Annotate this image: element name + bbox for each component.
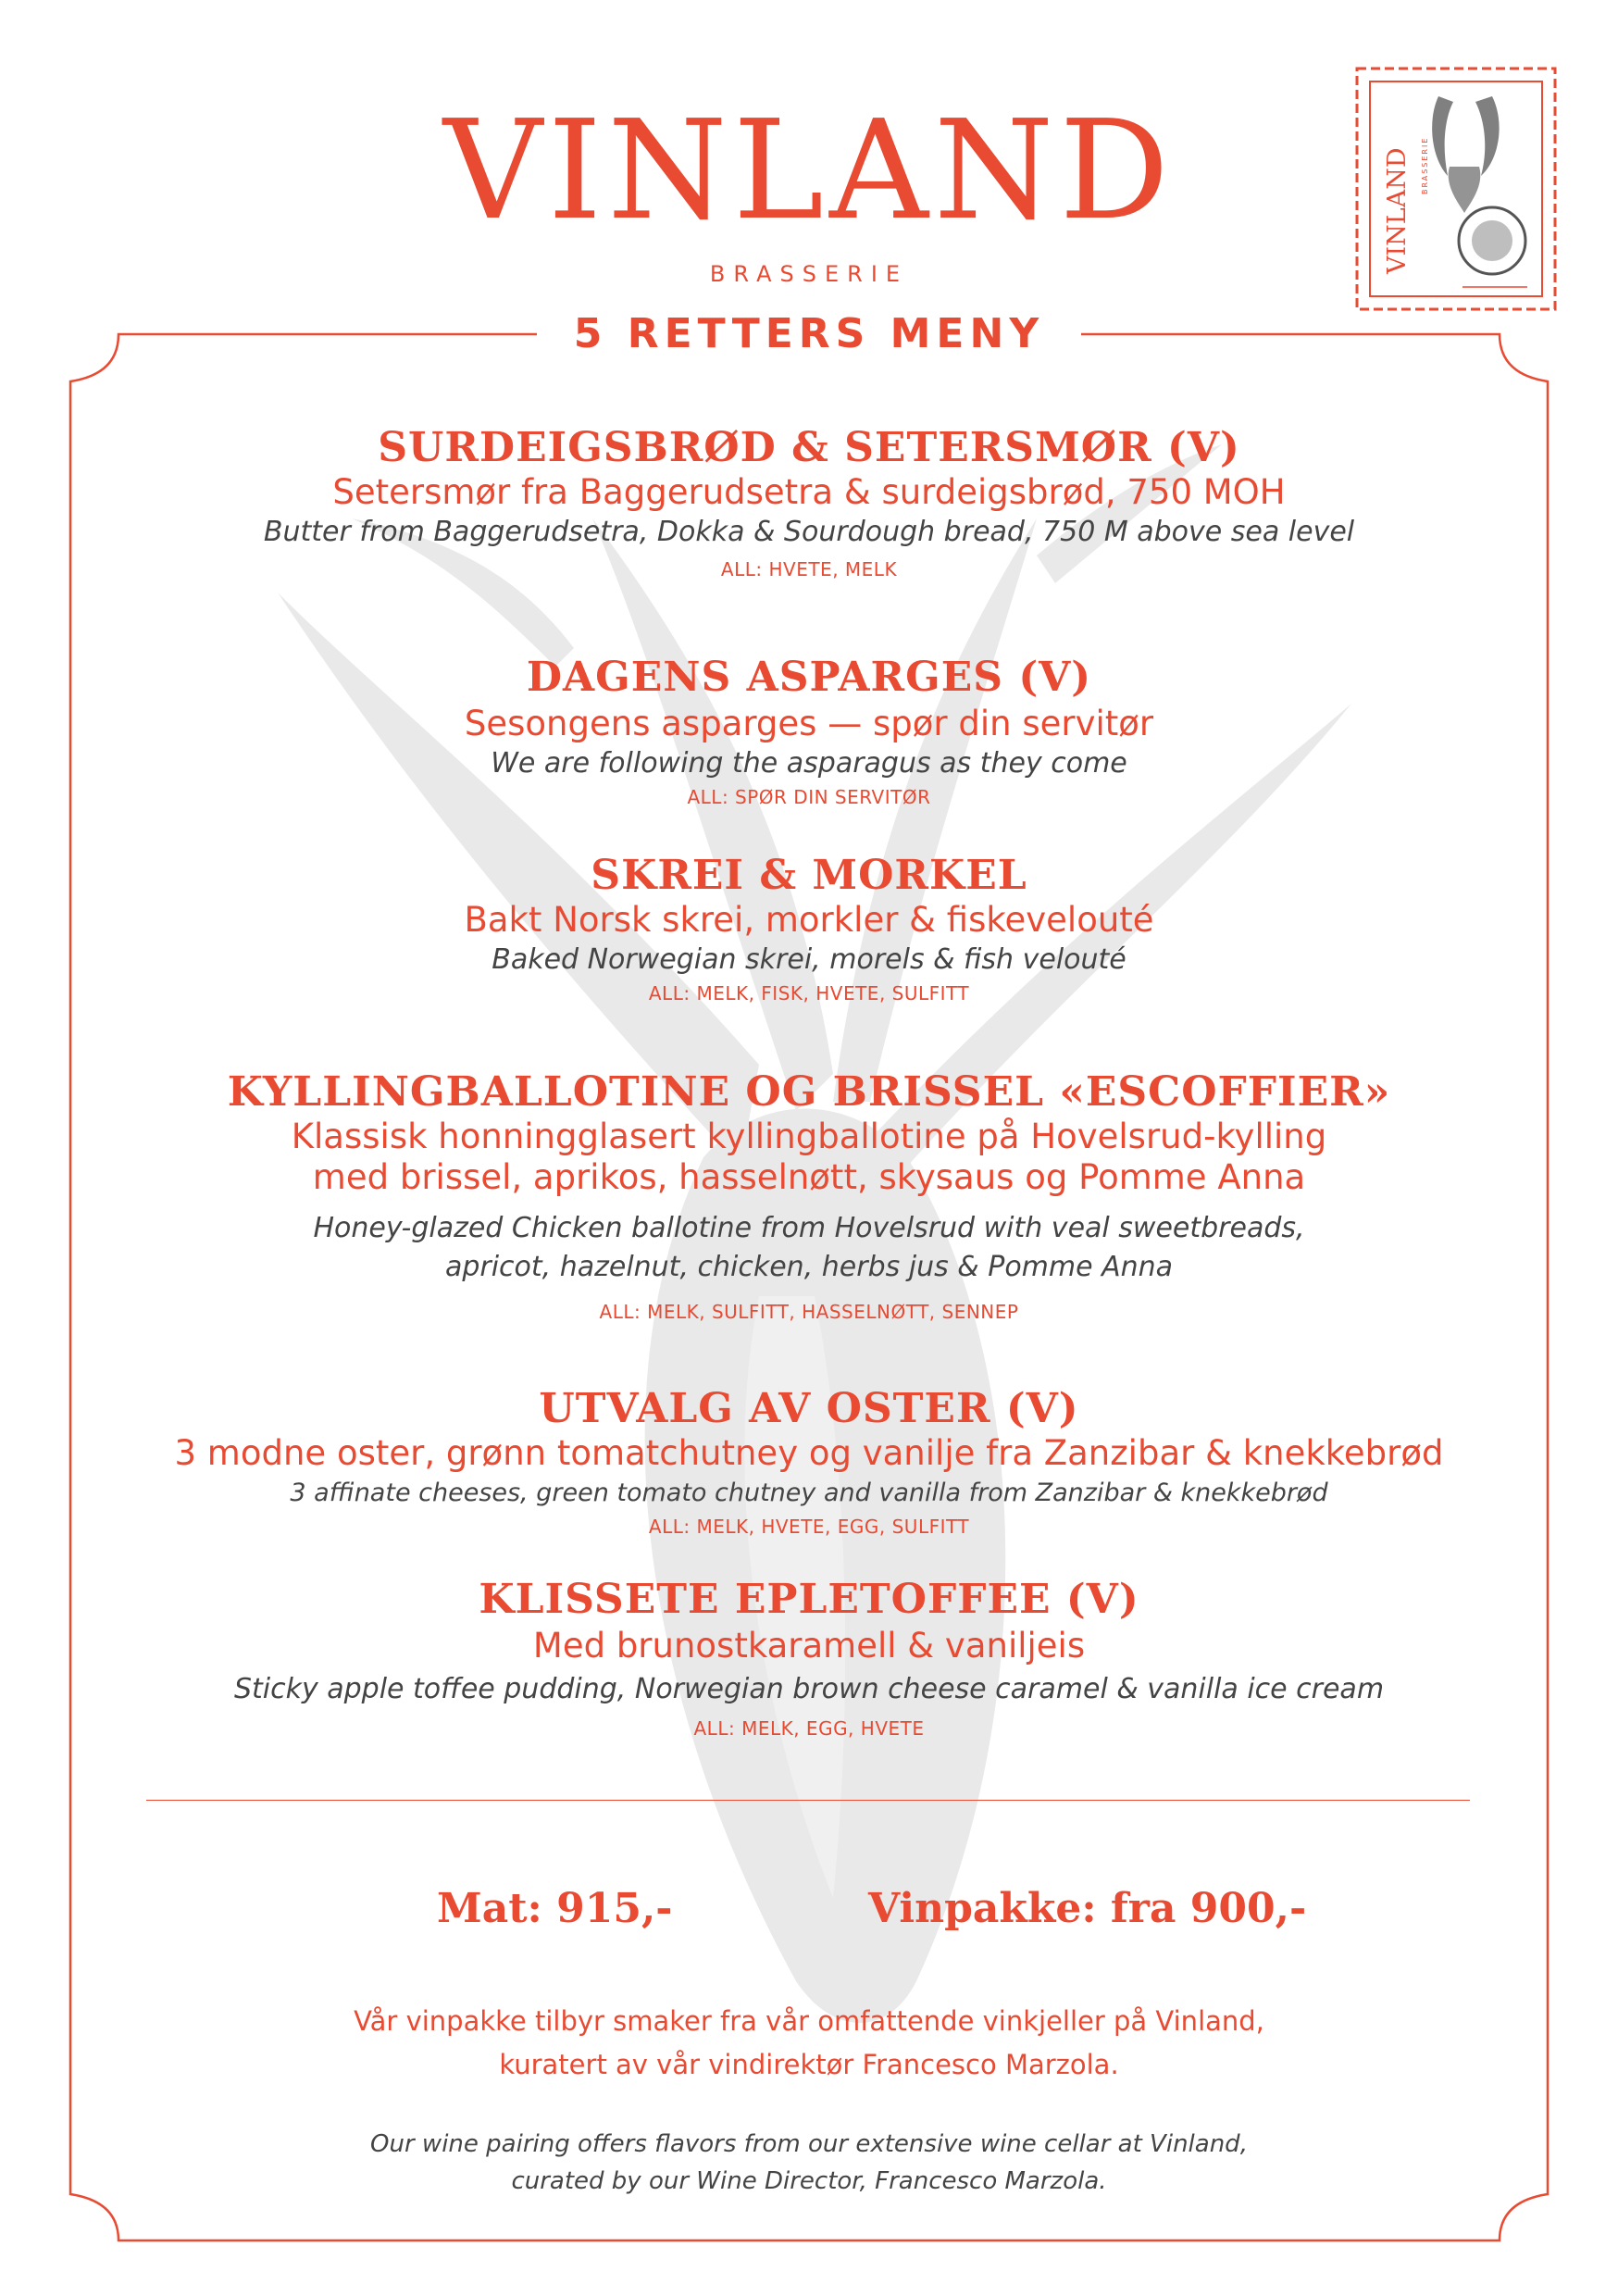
course-description-no: Klassisk honningglasert kyllingballotine på Hovelsrud-kylling med brissel, aprikos, hasselnøtt, skysaus og Pomme Anna bbox=[291, 1117, 1327, 1197]
course-allergens: ALL: MELK, EGG, HVETE bbox=[693, 1717, 925, 1740]
course-allergens: ALL: MELK, SULFITT, HASSELNØTT, SENNEP bbox=[599, 1301, 1019, 1323]
course-item bbox=[111, 424, 1507, 583]
course-description-en: Honey-glazed Chicken ballotine from Hovelsrud with veal sweetbreads, apricot, hazelnut, chicken, herbs jus & Pomme Anna bbox=[313, 1212, 1305, 1283]
course-name: SKREI & MORKEL bbox=[591, 852, 1027, 899]
wine-description-no: Vår vinpakke tilbyr smaker fra vår omfattende vinkjeller på Vinland, kuratert av vår vindirektør Francesco Marzola. bbox=[354, 2005, 1264, 2080]
course-description-en: Baked Norwegian skrei, morels & fish velouté bbox=[492, 943, 1126, 976]
course-description-no: Bakt Norsk skrei, morkler & fiskevelouté bbox=[464, 900, 1154, 940]
course-name: KLISSETE EPLETOFFEE (V) bbox=[479, 1576, 1139, 1623]
restaurant-logo: VINLAND bbox=[442, 91, 1176, 250]
course-description-no: 3 modne oster, grønn tomatchutney og vanilje fra Zanzibar & knekkebrød bbox=[174, 1433, 1444, 1473]
course-name: DAGENS ASPARGES (V) bbox=[526, 654, 1092, 701]
food-price: Mat: 915,- bbox=[437, 1885, 673, 1932]
course-description-en: Sticky apple toffee pudding, Norwegian brown cheese caramel & vanilla ice cream bbox=[233, 1673, 1385, 1705]
wine-description-en: Our wine pairing offers flavors from our extensive wine cellar at Vinland, curated by our Wine Director, Francesco Marzola. bbox=[370, 2130, 1248, 2195]
course-description-en: Butter from Baggerudsetra, Dokka & Sourdough bread, 750 M above sea level bbox=[263, 516, 1355, 548]
course-item bbox=[111, 1385, 1507, 1541]
course-allergens: ALL: HVETE, MELK bbox=[720, 558, 898, 580]
stamp-icon bbox=[1353, 65, 1559, 313]
course-item bbox=[111, 1068, 1507, 1326]
course-item bbox=[111, 852, 1507, 1007]
course-name: SURDEIGSBRØD & SETERSMØR (V) bbox=[378, 424, 1240, 471]
course-allergens: ALL: SPØR DIN SERVITØR bbox=[687, 786, 931, 808]
restaurant-subtitle: BRASSERIE bbox=[709, 261, 909, 287]
course-description-en: We are following the asparagus as they come bbox=[491, 747, 1127, 780]
course-description-no: Sesongens asparges — spør din servitør bbox=[464, 704, 1154, 743]
menu-title bbox=[0, 309, 1618, 359]
stamp-subtext: BRASSERIE bbox=[1421, 136, 1429, 194]
course-name: UTVALG AV OSTER (V) bbox=[539, 1385, 1079, 1432]
wine-pairing-price: Vinpakke: fra 900,- bbox=[868, 1885, 1307, 1932]
course-name: KYLLINGBALLOTINE OG BRISSEL «ESCOFFIER» bbox=[227, 1068, 1391, 1116]
section-divider bbox=[146, 1800, 1470, 1801]
course-description-no: Setersmør fra Baggerudsetra & surdeigsbrød, 750 MOH bbox=[332, 472, 1286, 512]
stamp-text: VINLAND bbox=[1383, 147, 1412, 274]
course-item bbox=[111, 1576, 1507, 1742]
menu-title-text: 5 RETTERS MENY bbox=[565, 310, 1053, 357]
course-allergens: ALL: MELK, FISK, HVETE, SULFITT bbox=[648, 982, 970, 1004]
course-description-en: 3 affinate cheeses, green tomato chutney and vanilla from Zanzibar & knekkebrød bbox=[290, 1479, 1328, 1507]
course-item bbox=[111, 654, 1507, 811]
course-description-no: Med brunostkaramell & vaniljeis bbox=[532, 1626, 1086, 1666]
course-allergens: ALL: MELK, HVETE, EGG, SULFITT bbox=[648, 1516, 970, 1538]
